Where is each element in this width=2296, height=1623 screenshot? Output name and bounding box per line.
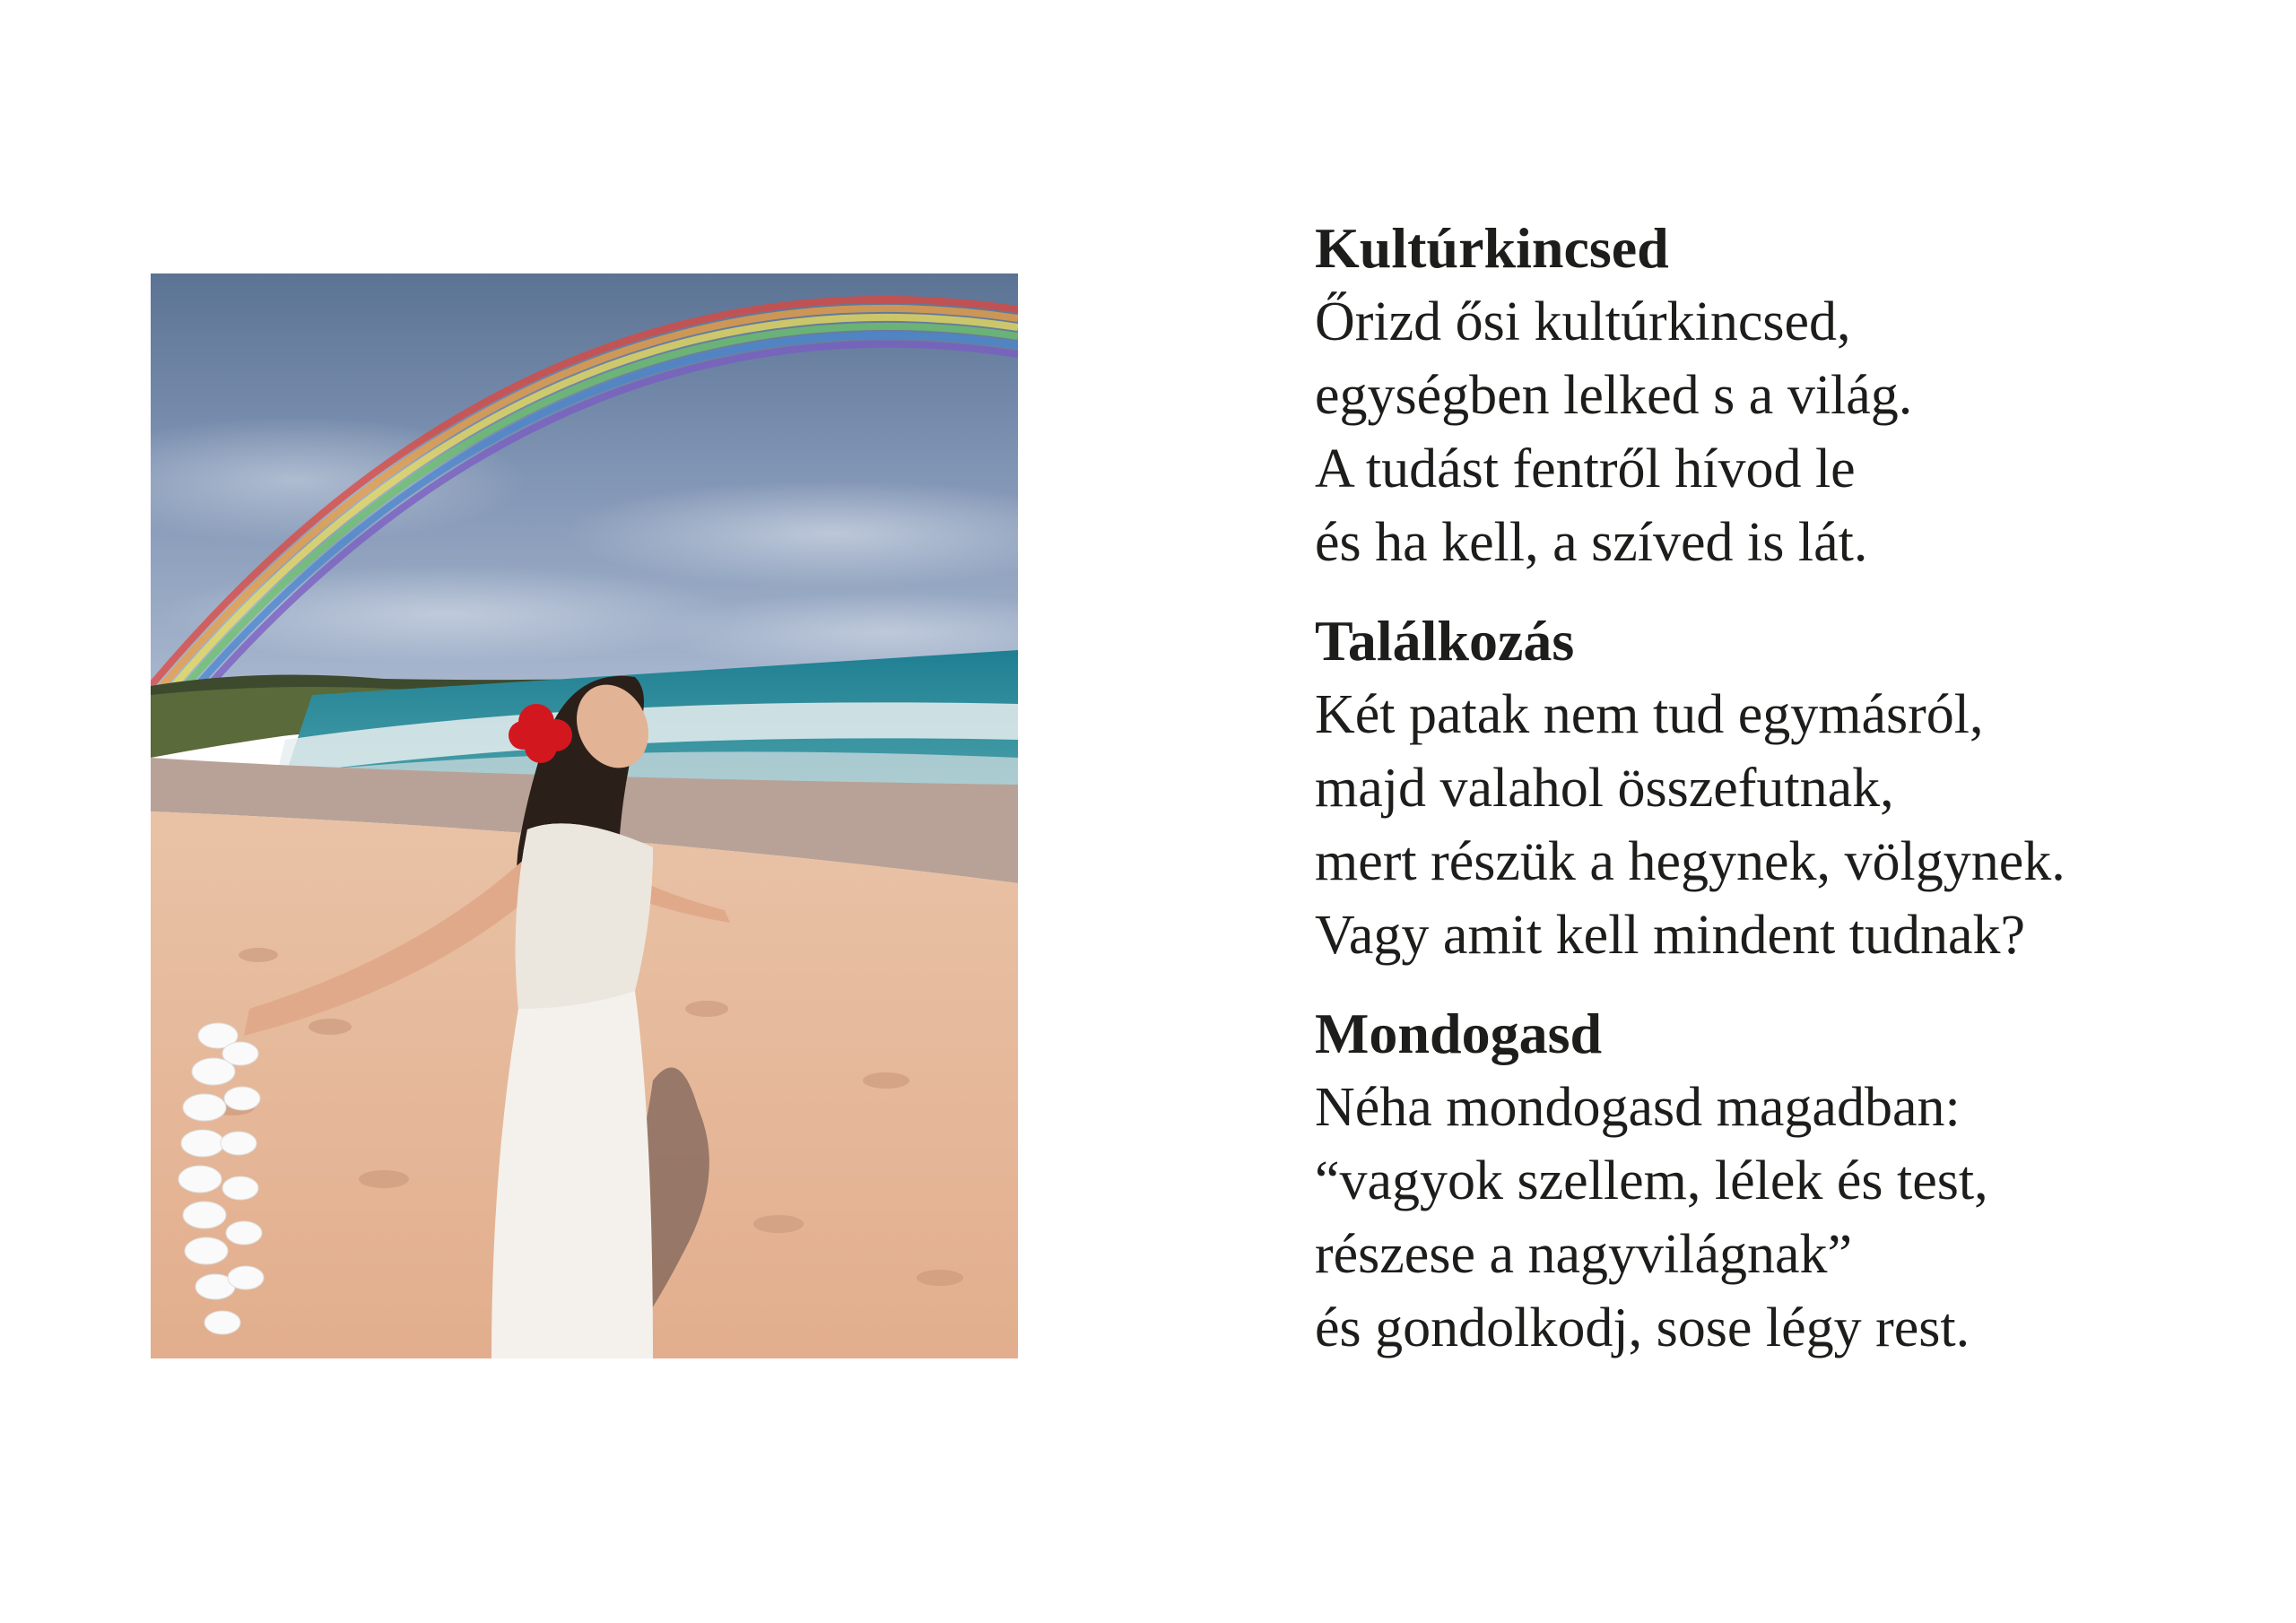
poem-line: majd valahol összefutnak, [1315, 758, 1894, 819]
poem-kulturkincsed [1315, 212, 2248, 579]
poem-line: és ha kell, a szíved is lát. [1315, 512, 1868, 573]
poem-line: Néha mondogasd magadban: [1315, 1077, 1961, 1138]
poem-lines [1315, 1071, 2248, 1365]
poem-title: Találkozás [1315, 609, 1575, 673]
poem-talalkozas [1315, 604, 2248, 972]
poem-lines [1315, 678, 2248, 972]
poem-line: Őrizd ősi kultúrkincsed, [1315, 291, 1851, 352]
poem-mondogasd [1315, 997, 2248, 1365]
poem-line: és gondolkodj, sose légy rest. [1315, 1298, 1970, 1358]
poem-title: Mondogasd [1315, 1002, 1603, 1065]
poem-line: Két patak nem tud egymásról, [1315, 684, 1984, 745]
poem-column [1315, 212, 2248, 1365]
poem-lines [1315, 285, 2248, 579]
poem-title: Kultúrkincsed [1315, 216, 1669, 280]
beach-rainbow-illustration [151, 273, 1018, 1358]
poem-line: egységben lelked s a világ. [1315, 365, 1913, 426]
poem-line: részese a nagyvilágnak” [1315, 1224, 1853, 1285]
poem-line: “vagyok szellem, lélek és test, [1315, 1150, 1988, 1211]
beach-photo [151, 273, 1018, 1358]
poem-line: mert részük a hegynek, völgynek. [1315, 831, 2066, 892]
poem-line: A tudást fentről hívod le [1315, 438, 1856, 499]
poem-line: Vagy amit kell mindent tudnak? [1315, 905, 2026, 966]
